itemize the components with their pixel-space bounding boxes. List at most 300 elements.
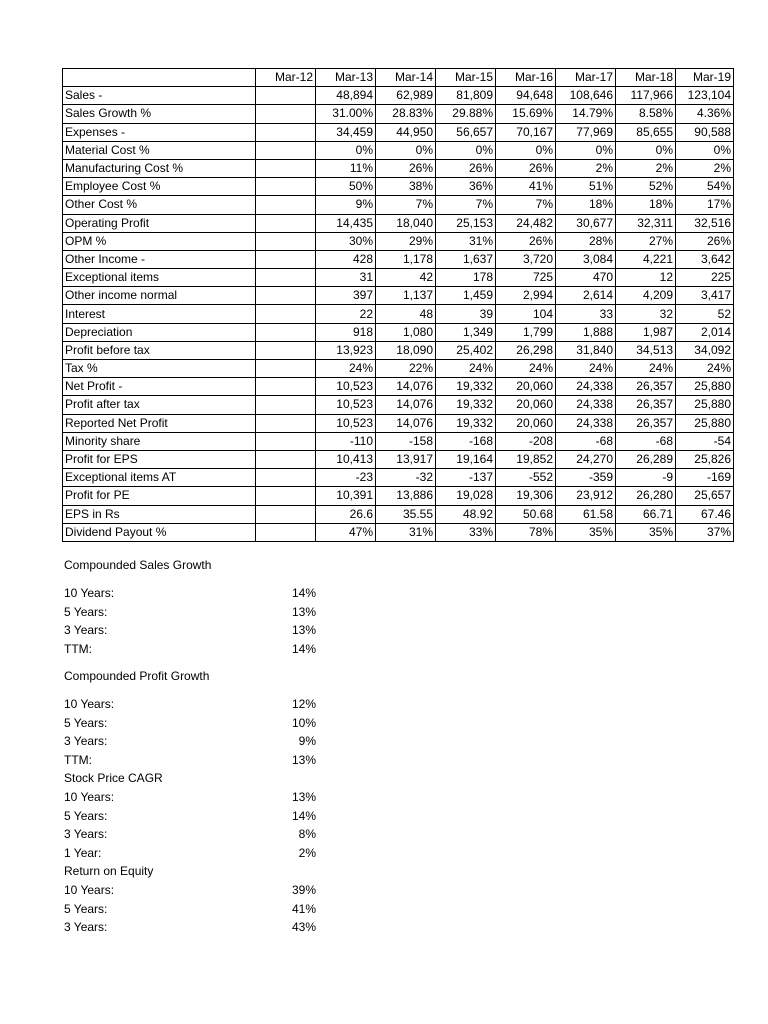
data-cell: 1,888	[556, 323, 616, 341]
data-cell	[256, 505, 316, 523]
data-cell: 1,987	[616, 323, 676, 341]
data-cell: 18,040	[376, 214, 436, 232]
data-cell: 39	[436, 305, 496, 323]
data-cell: 32	[616, 305, 676, 323]
data-cell: 36%	[436, 178, 496, 196]
data-cell: 108,646	[556, 87, 616, 105]
data-cell: 28.83%	[376, 105, 436, 123]
data-cell: 22%	[376, 360, 436, 378]
data-cell: 19,028	[436, 487, 496, 505]
data-cell: 19,332	[436, 396, 496, 414]
financial-table	[62, 68, 734, 542]
data-cell: 26,280	[616, 487, 676, 505]
data-cell: 918	[316, 323, 376, 341]
table-row	[63, 159, 734, 177]
data-cell: 19,164	[436, 450, 496, 468]
summary-value: 39%	[291, 883, 316, 897]
row-label: Exceptional items	[63, 269, 256, 287]
data-cell: 26.6	[316, 505, 376, 523]
table-row	[63, 341, 734, 359]
data-cell: 2,994	[496, 287, 556, 305]
data-cell: 15.69%	[496, 105, 556, 123]
summary-row	[64, 881, 324, 900]
data-cell: 1,080	[376, 323, 436, 341]
data-cell: 48	[376, 305, 436, 323]
data-cell: 24,338	[556, 414, 616, 432]
compounded-sales-growth-title: Compounded Sales Growth	[64, 558, 212, 572]
summary-label: 10 Years:	[64, 790, 115, 804]
data-cell: 19,306	[496, 487, 556, 505]
data-cell: 2,014	[676, 323, 734, 341]
summary-value: 13%	[291, 752, 316, 767]
summary-label: TTM:	[64, 752, 92, 767]
data-cell: 37%	[676, 523, 734, 541]
table-row	[63, 378, 734, 396]
data-cell: -110	[316, 432, 376, 450]
data-cell: 35%	[556, 523, 616, 541]
data-cell: 29%	[376, 232, 436, 250]
data-cell: -168	[436, 432, 496, 450]
data-cell: 0%	[496, 141, 556, 159]
column-header: Mar-16	[496, 69, 556, 87]
data-cell: 2%	[676, 159, 734, 177]
data-cell	[256, 196, 316, 214]
data-cell	[256, 469, 316, 487]
data-cell: 19,332	[436, 378, 496, 396]
compounded-profit-growth-list	[64, 695, 324, 769]
data-cell: 50.68	[496, 505, 556, 523]
data-cell: 25,880	[676, 378, 734, 396]
data-cell: 24%	[616, 360, 676, 378]
summary-label: 3 Years:	[64, 734, 108, 748]
table-row	[63, 87, 734, 105]
data-cell: 48.92	[436, 505, 496, 523]
data-cell: 78%	[496, 523, 556, 541]
row-label: Other income normal	[63, 287, 256, 305]
row-label: Exceptional items AT	[63, 469, 256, 487]
data-cell: 33%	[436, 523, 496, 541]
data-cell: 8.58%	[616, 105, 676, 123]
data-cell: 19,332	[436, 414, 496, 432]
data-cell: 51%	[556, 178, 616, 196]
data-cell: -23	[316, 469, 376, 487]
summary-value: 13%	[291, 623, 316, 637]
data-cell: -158	[376, 432, 436, 450]
table-row	[63, 232, 734, 250]
table-row	[63, 432, 734, 450]
row-label: Profit before tax	[63, 341, 256, 359]
row-label: Profit for EPS	[63, 450, 256, 468]
data-cell	[256, 141, 316, 159]
data-cell	[256, 396, 316, 414]
summary-label: 3 Years:	[64, 623, 108, 637]
data-cell: 31.00%	[316, 105, 376, 123]
row-label: Reported Net Profit	[63, 414, 256, 432]
data-cell: 25,826	[676, 450, 734, 468]
summary-label: TTM:	[64, 641, 92, 656]
data-cell: 14,076	[376, 414, 436, 432]
data-cell: 35.55	[376, 505, 436, 523]
data-cell: 18,090	[376, 341, 436, 359]
data-cell: 26%	[496, 159, 556, 177]
column-header: Mar-15	[436, 69, 496, 87]
data-cell	[256, 232, 316, 250]
summary-section	[64, 556, 324, 937]
summary-row	[64, 621, 324, 640]
summary-label: 3 Years:	[64, 827, 108, 841]
column-header: Mar-13	[316, 69, 376, 87]
summary-row	[64, 714, 324, 733]
data-cell: 24%	[496, 360, 556, 378]
data-cell: 50%	[316, 178, 376, 196]
data-cell: 0%	[616, 141, 676, 159]
summary-row	[64, 900, 324, 919]
stock-price-cagr-title: Stock Price CAGR	[64, 771, 163, 785]
summary-label: 1 Year:	[64, 845, 102, 860]
data-cell	[256, 178, 316, 196]
data-cell: 26%	[496, 232, 556, 250]
data-cell: 12	[616, 269, 676, 287]
data-cell: 26,289	[616, 450, 676, 468]
data-cell: 2,614	[556, 287, 616, 305]
data-cell: 35%	[616, 523, 676, 541]
data-cell: 85,655	[616, 123, 676, 141]
compounded-sales-growth-list	[64, 584, 324, 658]
data-cell: 24,338	[556, 378, 616, 396]
data-cell	[256, 214, 316, 232]
data-cell: 31	[316, 269, 376, 287]
data-cell: 33	[556, 305, 616, 323]
table-row	[63, 487, 734, 505]
summary-row	[64, 844, 324, 863]
data-cell: 0%	[316, 141, 376, 159]
data-cell: 3,720	[496, 250, 556, 268]
summary-value: 8%	[298, 827, 316, 841]
summary-row	[64, 732, 324, 751]
data-cell: 24,338	[556, 396, 616, 414]
row-label: Depreciation	[63, 323, 256, 341]
data-cell: 14,076	[376, 378, 436, 396]
data-cell	[256, 432, 316, 450]
row-label: Other Cost %	[63, 196, 256, 214]
row-label: OPM %	[63, 232, 256, 250]
summary-value: 14%	[291, 641, 316, 656]
data-cell: 25,402	[436, 341, 496, 359]
data-cell: 32,516	[676, 214, 734, 232]
data-cell: 4,221	[616, 250, 676, 268]
row-label: Profit for PE	[63, 487, 256, 505]
summary-label: 5 Years:	[64, 715, 108, 730]
data-cell: 1,137	[376, 287, 436, 305]
data-cell: 1,637	[436, 250, 496, 268]
data-cell: -32	[376, 469, 436, 487]
data-cell: 7%	[376, 196, 436, 214]
data-cell	[256, 123, 316, 141]
summary-value: 14%	[291, 586, 316, 600]
data-cell: 0%	[376, 141, 436, 159]
data-cell: 24%	[676, 360, 734, 378]
data-cell	[256, 269, 316, 287]
corner-cell	[63, 69, 256, 87]
data-cell: 2%	[616, 159, 676, 177]
summary-label: 10 Years:	[64, 586, 115, 600]
data-cell: 11%	[316, 159, 376, 177]
summary-row	[64, 918, 324, 937]
summary-label: 5 Years:	[64, 604, 108, 619]
data-cell: 1,459	[436, 287, 496, 305]
table-row	[63, 396, 734, 414]
data-cell: -208	[496, 432, 556, 450]
data-cell: 23,912	[556, 487, 616, 505]
data-cell: 25,657	[676, 487, 734, 505]
data-cell: 32,311	[616, 214, 676, 232]
data-cell: 56,657	[436, 123, 496, 141]
data-cell: 67.46	[676, 505, 734, 523]
compounded-profit-growth-title: Compounded Profit Growth	[64, 669, 210, 683]
data-cell: 29.88%	[436, 105, 496, 123]
data-cell: 34,513	[616, 341, 676, 359]
data-cell: 24%	[556, 360, 616, 378]
data-cell: 14.79%	[556, 105, 616, 123]
summary-label: 5 Years:	[64, 901, 108, 916]
data-cell: 44,950	[376, 123, 436, 141]
data-cell: 18%	[616, 196, 676, 214]
data-cell: 1,349	[436, 323, 496, 341]
column-header: Mar-17	[556, 69, 616, 87]
row-label: Material Cost %	[63, 141, 256, 159]
summary-row	[64, 695, 324, 714]
data-cell: 1,799	[496, 323, 556, 341]
data-cell	[256, 450, 316, 468]
data-cell: 31,840	[556, 341, 616, 359]
data-cell: 26,357	[616, 378, 676, 396]
row-label: Sales Growth %	[63, 105, 256, 123]
data-cell: -169	[676, 469, 734, 487]
table-row	[63, 414, 734, 432]
data-cell: 24,270	[556, 450, 616, 468]
data-cell: 10,413	[316, 450, 376, 468]
summary-row	[64, 788, 324, 807]
table-row	[63, 469, 734, 487]
summary-row	[64, 603, 324, 622]
data-cell: -9	[616, 469, 676, 487]
data-cell: 25,153	[436, 214, 496, 232]
row-label: Operating Profit	[63, 214, 256, 232]
column-header: Mar-14	[376, 69, 436, 87]
data-cell: 24%	[316, 360, 376, 378]
data-cell: 13,886	[376, 487, 436, 505]
data-cell: 61.58	[556, 505, 616, 523]
data-cell: 31%	[436, 232, 496, 250]
data-cell: 20,060	[496, 378, 556, 396]
data-cell: 10,523	[316, 396, 376, 414]
summary-value: 41%	[291, 901, 316, 916]
data-cell: 30%	[316, 232, 376, 250]
table-row	[63, 287, 734, 305]
data-cell: 19,852	[496, 450, 556, 468]
data-cell: -137	[436, 469, 496, 487]
data-cell: 178	[436, 269, 496, 287]
column-header: Mar-19	[676, 69, 734, 87]
summary-row	[64, 584, 324, 603]
header-row	[63, 69, 734, 87]
summary-row	[64, 640, 324, 659]
summary-label: 3 Years:	[64, 920, 108, 934]
table-row	[63, 305, 734, 323]
summary-label: 5 Years:	[64, 808, 108, 823]
data-cell: 34,459	[316, 123, 376, 141]
data-cell: 0%	[556, 141, 616, 159]
data-cell: 7%	[436, 196, 496, 214]
table-row	[63, 505, 734, 523]
row-label: Interest	[63, 305, 256, 323]
summary-value: 13%	[291, 604, 316, 619]
data-cell: 24%	[436, 360, 496, 378]
table-row	[63, 123, 734, 141]
summary-value: 14%	[291, 808, 316, 823]
data-cell: -68	[556, 432, 616, 450]
data-cell: -54	[676, 432, 734, 450]
data-cell	[256, 523, 316, 541]
data-cell: 22	[316, 305, 376, 323]
data-cell: 3,084	[556, 250, 616, 268]
data-cell: 47%	[316, 523, 376, 541]
data-cell: 52	[676, 305, 734, 323]
table-row	[63, 141, 734, 159]
data-cell: 26,357	[616, 396, 676, 414]
data-cell	[256, 323, 316, 341]
data-cell: 10,523	[316, 414, 376, 432]
data-cell: 20,060	[496, 414, 556, 432]
data-cell: 13,923	[316, 341, 376, 359]
data-cell: 94,648	[496, 87, 556, 105]
data-cell: 1,178	[376, 250, 436, 268]
data-cell	[256, 87, 316, 105]
data-cell	[256, 487, 316, 505]
data-cell	[256, 360, 316, 378]
data-cell	[256, 159, 316, 177]
table-row	[63, 269, 734, 287]
data-cell: 17%	[676, 196, 734, 214]
data-cell: 13,917	[376, 450, 436, 468]
data-cell: 470	[556, 269, 616, 287]
data-cell	[256, 105, 316, 123]
data-cell: 104	[496, 305, 556, 323]
data-cell: 14,435	[316, 214, 376, 232]
summary-value: 13%	[291, 790, 316, 804]
data-cell: 20,060	[496, 396, 556, 414]
table-row	[63, 250, 734, 268]
table-row	[63, 523, 734, 541]
data-cell	[256, 378, 316, 396]
row-label: Manufacturing Cost %	[63, 159, 256, 177]
data-cell: 7%	[496, 196, 556, 214]
data-cell: 4,209	[616, 287, 676, 305]
row-label: Tax %	[63, 360, 256, 378]
table-row	[63, 196, 734, 214]
row-label: Minority share	[63, 432, 256, 450]
data-cell	[256, 305, 316, 323]
column-header: Mar-12	[256, 69, 316, 87]
data-cell: 30,677	[556, 214, 616, 232]
summary-value: 9%	[298, 734, 316, 748]
row-label: EPS in Rs	[63, 505, 256, 523]
data-cell: 10,391	[316, 487, 376, 505]
data-cell: 90,588	[676, 123, 734, 141]
data-cell: 0%	[676, 141, 734, 159]
data-cell: 81,809	[436, 87, 496, 105]
summary-value: 2%	[298, 845, 316, 860]
data-cell: 77,969	[556, 123, 616, 141]
data-cell: 26%	[436, 159, 496, 177]
summary-row	[64, 807, 324, 826]
table-row	[63, 178, 734, 196]
data-cell: 24,482	[496, 214, 556, 232]
data-cell	[256, 414, 316, 432]
data-cell: 428	[316, 250, 376, 268]
data-cell: 26,357	[616, 414, 676, 432]
column-header: Mar-18	[616, 69, 676, 87]
data-cell: -359	[556, 469, 616, 487]
data-cell: 397	[316, 287, 376, 305]
table-row	[63, 214, 734, 232]
data-cell: 4.36%	[676, 105, 734, 123]
table-row	[63, 360, 734, 378]
data-cell: 62,989	[376, 87, 436, 105]
data-cell: 725	[496, 269, 556, 287]
summary-row	[64, 825, 324, 844]
data-cell: 48,894	[316, 87, 376, 105]
data-cell: 31%	[376, 523, 436, 541]
data-cell: 117,966	[616, 87, 676, 105]
data-cell: 3,642	[676, 250, 734, 268]
table-row	[63, 323, 734, 341]
data-cell: 25,880	[676, 396, 734, 414]
data-cell: 2%	[556, 159, 616, 177]
data-cell: 38%	[376, 178, 436, 196]
data-cell: -552	[496, 469, 556, 487]
row-label: Expenses -	[63, 123, 256, 141]
summary-label: 10 Years:	[64, 697, 115, 711]
data-cell: 28%	[556, 232, 616, 250]
data-cell: 25,880	[676, 414, 734, 432]
data-cell	[256, 341, 316, 359]
table-row	[63, 105, 734, 123]
data-cell: 18%	[556, 196, 616, 214]
data-cell	[256, 287, 316, 305]
data-cell: -68	[616, 432, 676, 450]
table-row	[63, 450, 734, 468]
data-cell: 27%	[616, 232, 676, 250]
row-label: Profit after tax	[63, 396, 256, 414]
data-cell: 10,523	[316, 378, 376, 396]
summary-label: 10 Years:	[64, 883, 115, 897]
data-cell: 41%	[496, 178, 556, 196]
data-cell: 14,076	[376, 396, 436, 414]
summary-value: 43%	[291, 920, 316, 934]
return-on-equity-title: Return on Equity	[64, 864, 154, 878]
data-cell: 123,104	[676, 87, 734, 105]
row-label: Sales -	[63, 87, 256, 105]
row-label: Net Profit -	[63, 378, 256, 396]
data-cell: 26%	[376, 159, 436, 177]
data-cell: 54%	[676, 178, 734, 196]
summary-value: 12%	[291, 697, 316, 711]
row-label: Dividend Payout %	[63, 523, 256, 541]
data-cell: 0%	[436, 141, 496, 159]
summary-row	[64, 751, 324, 770]
summary-value: 10%	[291, 715, 316, 730]
